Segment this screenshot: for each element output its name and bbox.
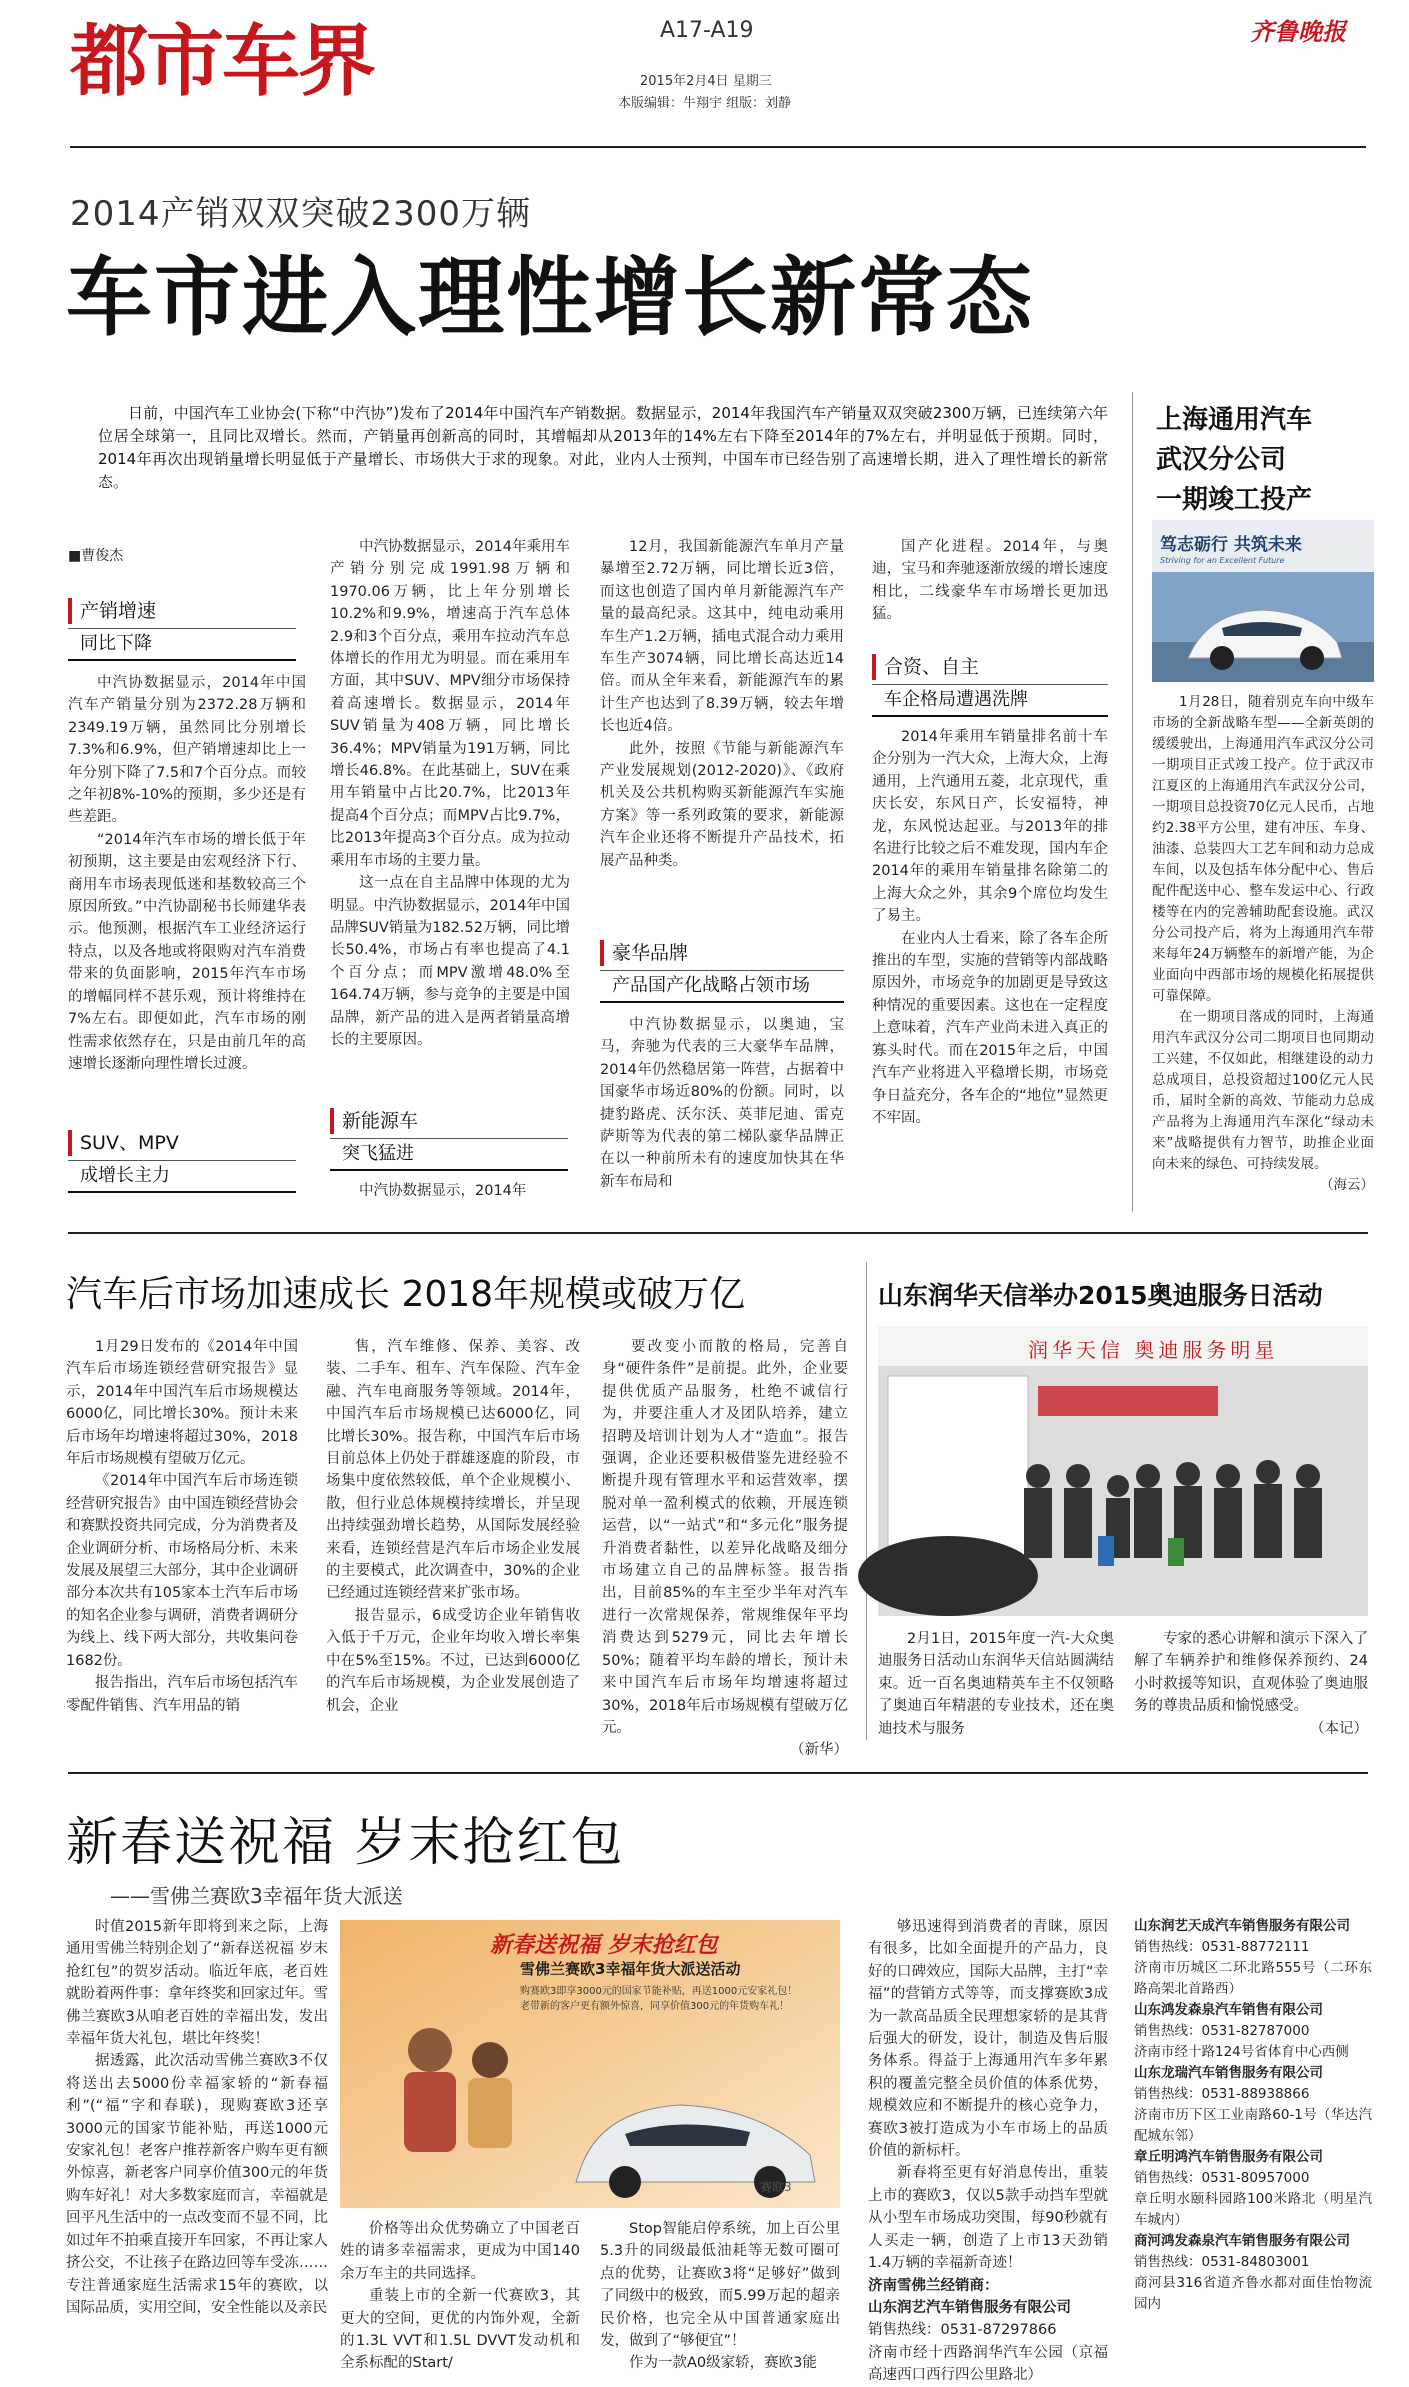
subhead-suv bbox=[68, 1130, 296, 1193]
sidebar-headline-l3: 一期竣工投产 bbox=[1156, 485, 1313, 515]
audi-divider bbox=[866, 1262, 867, 1740]
lead-col3c-p1: 中汽协数据显示，以奥迪，宝马，奔驰为代表的三大豪华车品牌，2014年仍然稳居第一阵营，占据着中国豪华市场近80%的份额。同时，以捷豹路虎、沃尔沃、英菲尼迪、雷克萨斯等为代表的第二梯队豪华品牌正在以一种前所未有的速度加快其在华新车布局和 bbox=[600, 1017, 844, 1190]
lead-col3-p2: 此外，按照《节能与新能源汽车产业发展规划(2012-2020)》、《政府机关及公共机构购买新能源汽车实施方案》等一系列政策的要求，新能源汽车企业还将不断提升产品技术，拓展产品种类。 bbox=[600, 740, 844, 869]
promo-col3-p2: 作为一款A0级家轿，赛欧3能 bbox=[629, 2355, 817, 2372]
subhead-jv-l2: 车企格局遭遇洗牌 bbox=[872, 684, 1108, 717]
dealer-1-name: 山东润艺汽车销售服务有限公司 bbox=[868, 2299, 1071, 2316]
audi-photo-banner: 润华天信 奥迪服务明星 bbox=[1028, 1338, 1279, 1362]
subhead-suv-l2: 成增长主力 bbox=[68, 1160, 296, 1193]
sidebar-headline bbox=[1156, 400, 1312, 520]
dealer-3-tel: 销售热线：0531-82787000 bbox=[1134, 2023, 1310, 2039]
dealer-list-heading: 济南雪佛兰经销商： bbox=[868, 2277, 999, 2294]
dealer-1-addr: 济南市经十西路润华汽车公园（京福高速西口西行四公里路北） bbox=[868, 2344, 1108, 2384]
dealer-4-addr: 济南市历下区工业南路60-1号（华达汽配城东邻） bbox=[1134, 2107, 1372, 2144]
aftermarket-col2 bbox=[326, 1336, 580, 1740]
masthead-divider bbox=[70, 146, 1366, 148]
promo-col4-p2: 新春将至更有好消息传出，重装上市的赛欧3，仅以5款手动挡车型就从小型车市场成功突围，每90秒就有人买走一辆，创造了上市13天劲销1.4万辆的幸福新奇迹！ bbox=[868, 2165, 1108, 2272]
lead-kicker: 2014产销双双突破2300万辆 bbox=[70, 194, 532, 234]
promo-ad bbox=[340, 1920, 840, 2208]
subhead-nev-l2: 突飞猛进 bbox=[330, 1138, 568, 1171]
sidebar-credit: （海云） bbox=[1320, 1177, 1374, 1193]
promo-col2-p1: 价格等出众优势确立了中国老百姓的请多幸福需求，更成为中国140余万车主的共同选择。 bbox=[340, 2221, 580, 2282]
dealer-5-name: 章丘明鸿汽车销售服务有限公司 bbox=[1134, 2149, 1323, 2165]
audi-headline: 山东润华天信举办2015奥迪服务日活动 bbox=[878, 1281, 1323, 1310]
page-range: A17-A19 bbox=[660, 18, 754, 43]
subhead-jv-l1: 合资、自主 bbox=[872, 654, 979, 680]
promo-col1 bbox=[66, 1916, 328, 2374]
lead-col4b bbox=[872, 726, 1108, 1204]
subhead-sales-l1: 产销增速 bbox=[68, 598, 156, 624]
promo-col1-p1: 时值2015新年即将到来之际，上海通用雪佛兰特别企划了“新春送祝福 岁末抢红包”的贺岁活动。临近年底，老百姓就盼着两件事：拿年终奖和回家过年。雪佛兰赛欧3从咱老百姓的幸福出发，发出幸福年货大礼包，堪比年终奖！ bbox=[66, 1919, 328, 2048]
sidebar-photo bbox=[1152, 520, 1374, 682]
subhead-jv bbox=[872, 654, 1108, 717]
sidebar-headline-l2: 武汉分公司 bbox=[1156, 445, 1287, 475]
lead-col4a-p1: 国产化进程。2014年，与奥迪，宝马和奔驰逐渐放缓的增长速度相比，二线豪华车市场增长更加迅猛。 bbox=[872, 539, 1108, 623]
lead-col3-p1: 12月，我国新能源汽车单月产量暴增至2.72万辆，同比增长近3倍，而这也创造了国内单月新能源汽车产量的最高纪录。这其中，纯电动乘用车生产1.2万辆，插电式混合动力乘用车生产3074辆，同比增长高达近14倍。而从全年来看，新能源汽车的累计生产也达到了8.39万辆，较去年增长也近4倍。 bbox=[600, 539, 844, 735]
sidebar-headline-l1: 上海通用汽车 bbox=[1156, 405, 1313, 435]
audi-credit: （本记） bbox=[1310, 1720, 1368, 1737]
dealer-2-name: 山东润艺天成汽车销售服务有限公司 bbox=[1134, 1918, 1350, 1934]
audi-col2-p1: 专家的悉心讲解和演示下深入了解了车辆养护和维修保养预约、24小时救援等知识，直观体验了奥迪服务的尊贵品质和愉悦感受。 bbox=[1134, 1631, 1368, 1715]
lead-col3c bbox=[600, 1014, 844, 1204]
audi-photo bbox=[878, 1326, 1368, 1616]
audi-col1 bbox=[878, 1628, 1114, 1740]
subhead-suv-l1: SUV、MPV bbox=[68, 1130, 179, 1156]
event-scene-illustration bbox=[878, 1326, 1368, 1616]
ad-subtitle: 雪佛兰赛欧3幸福年货大派送活动 bbox=[520, 1960, 741, 1978]
car-illustration bbox=[1152, 572, 1374, 682]
dealer-list bbox=[1134, 1916, 1372, 2374]
section-divider-2 bbox=[68, 1772, 1368, 1774]
dealer-3-addr: 济南市经十路124号省体育中心西侧 bbox=[1134, 2044, 1349, 2060]
dealer-6-addr: 商河县316省道齐鲁水都对面佳怡物流园内 bbox=[1134, 2275, 1372, 2312]
ad-line-1: 购赛欧3即享3000元的国家节能补贴，再送1000元安家礼包！ bbox=[520, 1986, 798, 1997]
lead-col2c-p1: 中汽协数据显示，2014年 bbox=[359, 1183, 527, 1199]
aftermarket-col1-p2: 《2014年中国汽车后市场连锁经营研究报告》由中国连锁经营协会和赛默投资共同完成，分为消费者及企业调研分析、市场格局分析、未来发展及展望三大部分，其中企业调研部分本次共有105家本土汽车后市场的知名企业参与调研，消费者调研分为线上、线下两大部分，共收集问卷1682份。 bbox=[66, 1473, 298, 1669]
ad-title: 新春送祝福 岁末抢红包 bbox=[490, 1933, 718, 1958]
lead-col2-p1: 中汽协数据显示，2014年乘用车产销分别完成1991.98万辆和1970.06万辆，比上年分别增长10.2%和9.9%，增速高于汽车总体2.9和3个百分点，乘用车拉动汽车总体增长的作用尤为明显。而在乘用车方面，其中SUV、MPV细分市场保持着高速增长。数据显示，2014年SUV销量为408万辆，同比增长36.4%；MPV销量为191万辆，同比增长46.8%。在此基础上，SUV在乘用车销量中占比20.7%，比2013年提高4个百分点；而MPV占比9.7%，比2013年提高3个百分点。成为拉动乘用车市场的主要力量。 bbox=[330, 539, 570, 869]
dealer-2-tel: 销售热线：0531-88772111 bbox=[1134, 1939, 1310, 1955]
lead-col4b-p2: 在业内人士看来，除了各车企所推出的车型，实施的营销等内部战略原因外，市场竞争的加剧更是导致这种情况的重要因素。这也在一定程度上意味着，汽车产业尚未进入真正的寡头时代。而在2015年之后，中国汽车产业将进入平稳增长期，市场竞争日益充分，各车企的“地位”显然更不牢固。 bbox=[872, 930, 1108, 1126]
promo-subheadline: ——雪佛兰赛欧3幸福年货大派送 bbox=[110, 1884, 403, 1908]
date-line: 2015年2月4日 星期三 bbox=[640, 74, 772, 89]
photo-slogan-text: Striving for an Excellent Future bbox=[1160, 556, 1285, 565]
aftermarket-headline: 汽车后市场加速成长 2018年规模或破万亿 bbox=[66, 1274, 746, 1315]
subhead-sales-l2: 同比下降 bbox=[68, 628, 296, 661]
dealer-4-name: 山东龙瑞汽车销售服务有限公司 bbox=[1134, 2065, 1323, 2081]
dealer-6-tel: 销售热线：0531-84803001 bbox=[1134, 2254, 1310, 2270]
aftermarket-col1 bbox=[66, 1336, 298, 1740]
promo-headline: 新春送祝福 岁末抢红包 bbox=[66, 1813, 625, 1873]
subhead-luxury-l2: 产品国产化战略占领市场 bbox=[600, 970, 844, 1003]
aftermarket-col2-p1: 售，汽车维修、保养、美容、改装、二手车、租车、汽车保险、汽车金融、汽车电商服务等领域。2014年，中国汽车后市场规模已达6000亿，同比增长30%。报告称，中国汽车后市场目前总体上仍处于群雄逐鹿的阶段，市场集中度依然较低，单个企业规模小、散，但行业总体规模持续增长，并呈现出持续强劲增长趋势，从国际发展经验来看，连锁经营是汽车后市场企业发展的主要模式，此次调查中，30%的企业已经通过连锁经营来扩张市场。 bbox=[326, 1339, 580, 1602]
subhead-luxury-l1: 豪华品牌 bbox=[600, 940, 688, 966]
promo-col4 bbox=[868, 1916, 1108, 2384]
promo-col1-p2: 据透露，此次活动雪佛兰赛欧3不仅将送出去5000份幸福家轿的“新春福利”(“福”字和春联)，现购赛欧3还享3000元的国家节能补贴，再送1000元安家礼包！老客户推荐新客户购车更有额外惊喜，新老客户同享价值300元的年货购车好礼！对大多数家庭而言，幸福就是回平凡生活中的一点改变而不显不同，比如过年不拍乘直接开车回家，不再让家人挤公交，不让孩子在路边回等车受冻……专注普通家庭生活需求15年的赛欧，以国际品质，实用空间，安全性能以及亲民 bbox=[66, 2053, 328, 2316]
dealer-4-tel: 销售热线：0531-88938866 bbox=[1134, 2086, 1310, 2102]
lead-intro bbox=[98, 402, 1108, 494]
dealer-6-name: 商河鸿发森泉汽车销售服务有限公司 bbox=[1134, 2233, 1350, 2249]
ad-model-badge: 赛欧3 bbox=[760, 2180, 792, 2194]
dealer-5-addr: 章丘明水颐科园路100米路北（明星汽车城内） bbox=[1134, 2191, 1372, 2228]
aftermarket-col3-p1: 要改变小而散的格局，完善自身“硬件条件”是前提。此外，企业要提供优质产品服务，杜绝不诚信行为，并要注重人才及团队培养，建立招聘及培训计划为人才“造血”。报告强调，企业还要积极借鉴先进经验不断提升现有管理水平和运营效率，摆脱对单一盈利模式的依赖，开展连锁运营，以“一站式”和“多元化”服务提升消费者黏性，以差异化战略及细分市场建立自己的品牌标签。报告指出，目前85%的车主至少半年对汽车进行一次常规保养，常规维保年平均消费达到5279元，同比去年增长50%；随着平均车龄的增长，预计未来中国汽车后市场年均增速将超过30%，2018年后市场规模有望破万亿元。 bbox=[602, 1339, 848, 1736]
newspaper-logo: 齐鲁晚报 bbox=[1250, 17, 1346, 46]
lead-col2-p2: 这一点在自主品牌中体现的尤为明显。中汽协数据显示，2014年中国品牌SUV销量为182.52万辆，同比增长50.4%，市场占有率也提高了4.1个百分点；而MPV激增48.0%至164.74万辆，参与竞争的主要是中国品牌，新产品的进入是两者销量高增长的主要原因。 bbox=[330, 875, 570, 1048]
section-divider-1 bbox=[68, 1232, 1368, 1234]
lead-col1a-p2: “2014年汽车市场的增长低于年初预期，这主要是由宏观经济下行、商用车市场表现低迷和基数较高三个原因所致。”中汽协副秘书长师建华表示。他预测，根据汽车工业经济运行特点，以及各地或将限购对汽车消费带来的负面影响，2015年汽车市场的增幅同样不甚乐观，预计将维持在7%左右。即便如此，汽车市场的刚性需求依然存在，只是由前几年的高速增长逐渐向理性增长过渡。 bbox=[68, 831, 306, 1072]
lead-col2 bbox=[330, 536, 570, 1092]
lead-intro-text: 日前，中国汽车工业协会(下称“中汽协”)发布了2014年中国汽车产销数据。数据显示，2014年我国汽车产销量双双突破2300万辆，已连续第六年位居全球第一，且同比双增长。然而，产销量再创新高的同时，其增幅却从2013年的14%左右下降至2014年的7%左右，并明显低于预期。同时，2014年再次出现销量增长明显低于产量增长、市场供大于求的现象。对此，业内人士预判，中国车市已经告别了高速增长期，进入了理性增长的新常态。 bbox=[98, 404, 1108, 491]
sidebar-body bbox=[1152, 692, 1374, 1204]
sidebar-body-p2: 在一期项目落成的同时，上海通用汽车武汉分公司二期项目也同期动工兴建，不仅如此，相继建设的动力总成项目，总投资超过100亿元人民币，届时全新的高效、节能动力总成产品将为上海通用汽车深化“绿动未来”战略提供有力智节，助推企业面向未来的绿色、可持续发展。 bbox=[1152, 1009, 1374, 1172]
promo-col2-p2: 重装上市的全新一代赛欧3，其更大的空间，更优的内饰外观，全新的1.3L VVT和1.5L DVVT发动机和全系标配的Start/ bbox=[340, 2288, 580, 2372]
lead-headline: 车市进入理性增长新常态 bbox=[66, 248, 1034, 348]
subhead-luxury bbox=[600, 940, 844, 1003]
promo-col4-p1: 够迅速得到消费者的青睐，原因有很多，比如全面提升的产品力，良好的口碑效应，国际大品牌，主打“幸福”的营销方式等等，而支撑赛欧3成为一款高品质全民理想家轿的是其背后强大的研发，设计，制造及售后服务体系。得益于上海通用汽车多年累积的覆盖完整全员价值的体系优势，规模效应和不断提升的核心竞争力，赛欧3被打造成为小车市场上的品质价值的新标杆。 bbox=[868, 1919, 1108, 2160]
staff-line: 本版编辑：牛翔宇 组版：刘静 bbox=[618, 96, 792, 111]
dealer-5-tel: 销售热线：0531-80957000 bbox=[1134, 2170, 1310, 2186]
promo-col2 bbox=[340, 2218, 580, 2374]
aftermarket-col1-p3: 报告指出，汽车后市场包括汽车零配件销售、汽车用品的销 bbox=[66, 1675, 298, 1714]
sidebar-body-p1: 1月28日，随着别克车向中级车市场的全新战略车型——全新英朗的缓缓驶出，上海通用汽车武汉分公司一期项目正式竣工投产。位于武汉市江夏区的上海通用汽车武汉分公司，一期项目总投资70亿元人民币，占地约2.38平方公里，建有冲压、车身、油漆、总装四大工艺车间和动力总成车间，以及包括车体分配中心、售后配件配送中心、整车发运中心、行政楼等在内的完善辅助配套设施。武汉分公司投产后，将为上海通用汽车带来每年24万辆整车的新增产能，为企业面向中西部市场的规模化拓展提供可靠保障。 bbox=[1152, 694, 1374, 1004]
aftermarket-col3 bbox=[602, 1336, 848, 1759]
subhead-sales bbox=[68, 598, 296, 661]
lead-col4b-p1: 2014年乘用车销量排名前十车企分别为一汽大众，上海大众，上海通用，上汽通用五菱，北京现代，重庆长安，东风日产，长安福特，神龙，东风悦达起亚。与2013年的排名进行比较之后不难发现，国内车企2014年的乘用车销量排名除第二的上海大众之外，其余9个席位均发生了易主。 bbox=[872, 729, 1108, 925]
lead-col4a bbox=[872, 536, 1108, 628]
byline: ■曹俊杰 bbox=[68, 548, 124, 564]
photo-banner-text: 笃志砺行 共筑未来 bbox=[1160, 535, 1302, 555]
dealer-2-addr: 济南市历城区二环北路555号（二环东路高架北首路西） bbox=[1134, 1960, 1372, 1997]
aftermarket-col1-p1: 1月29日发布的《2014年中国汽车后市场连锁经营研究报告》显示，2014年中国汽车后市场规模达6000亿，同比增长30%。预计未来后市场年均增速将超过30%，2018年后市场规模有望破万亿元。 bbox=[66, 1339, 298, 1468]
subhead-nev bbox=[330, 1108, 568, 1171]
sidebar-divider bbox=[1132, 392, 1133, 1212]
ad-line-2: 老带新的客户更有额外惊喜，同享价值300元的年货购车礼！ bbox=[520, 2001, 790, 2012]
promo-col3-p1: Stop智能启停系统，加上百公里5.3升的同级最低油耗等无数可圈可点的优势，让赛欧3将“足够好”做到了同级中的极致，而5.99万起的超亲民价格，也完全从中国普通家庭出发，做到了“够便宜”！ bbox=[600, 2221, 840, 2350]
aftermarket-credit: （新华） bbox=[790, 1742, 848, 1759]
lead-col2c bbox=[330, 1180, 570, 1204]
aftermarket-col2-p2: 报告显示，6成受访企业年销售收入低于千万元，企业年均收入增长率集中在5%至15%。不过，已达到6000亿的汽车后市场规模，为企业发展创造了机会，企业 bbox=[326, 1607, 580, 1714]
dealer-3-name: 山东鸿发森泉汽车销售有限公司 bbox=[1134, 2002, 1323, 2018]
lead-col3 bbox=[600, 536, 844, 912]
section-title: 都市车界 bbox=[70, 16, 375, 107]
subhead-nev-l1: 新能源车 bbox=[330, 1108, 418, 1134]
lead-col1a bbox=[68, 672, 306, 1132]
lead-col1a-p1: 中汽协数据显示，2014年中国汽车产销量分别为2372.28万辆和2349.19万辆，虽然同比分别增长7.3%和6.9%，但产销增速却比上一年分别下降了7.5和7个百分点。而较之年初8%-10%的预期，多少还是有些差距。 bbox=[68, 675, 306, 826]
dealer-1-tel: 销售热线：0531-87297866 bbox=[868, 2322, 1057, 2339]
promo-col3 bbox=[600, 2218, 840, 2374]
audi-col1-p1: 2月1日，2015年度一汽-大众奥迪服务日活动山东润华天信站圆满结束。近一百名奥迪精英车主不仅领略了奥迪百年精湛的专业技术，还在奥迪技术与服务 bbox=[878, 1631, 1114, 1737]
audi-col2 bbox=[1134, 1628, 1368, 1740]
